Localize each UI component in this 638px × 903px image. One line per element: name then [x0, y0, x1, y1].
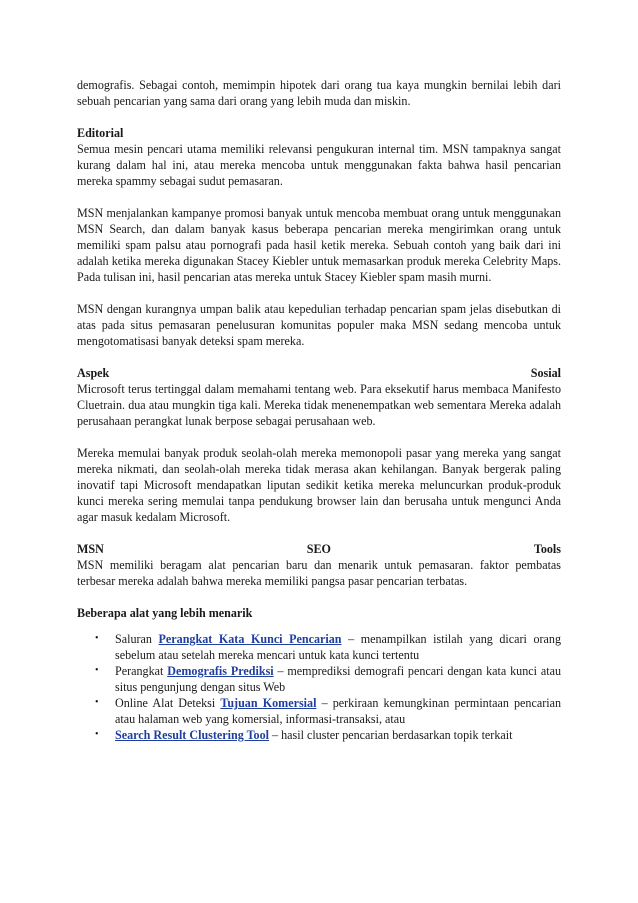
paragraph-social-2: Mereka memulai banyak produk seolah-olah mereka memonopoli pasar yang mereka yang sangat mereka nikmati, dan seolah-olah mereka tidak merasa akan kehilangan. Banyak bergerak paling inovatif tapi Microsoft mendapatkan liputan sedikit ketika mereka meluncurkan produk-produk kunci mereka sering memulai tanpa pendukung browser lain dan berusaha untuk mengunci Anda agar masuk kedalam Microsoft. [77, 446, 561, 524]
heading-social-right: Sosial [530, 366, 561, 380]
list-item-prefix: Saluran [115, 632, 159, 646]
paragraph-editorial-2: MSN menjalankan kampanye promosi banyak untuk mencoba membuat orang untuk menggunakan MSN Search, dan dalam banyak kasus beberapa pencarian mereka mengirimkan orang untuk memiliki spam palsu atau pornografi pada hasil ketik mereka. Sebuah contoh yang baik dari ini adalah ketika mereka digunakan Stacey Kiebler untuk memasarkan produk mereka Celebrity Maps. Pada tulisan ini, hasil pencarian atas mereka untuk Stacey Kiebler spam masih murni. [77, 206, 561, 284]
heading-social-left: Aspek [77, 366, 110, 380]
bullet-icon: • [95, 665, 99, 676]
paragraph-seo-1: MSN memiliki beragam alat pencarian baru dan menarik untuk pemasaran. faktor pembatas terbesar mereka adalah bahwa mereka memiliki pangsa pasar pencarian terbatas. [77, 558, 561, 588]
list-item-prefix: Online Alat Deteksi [115, 696, 221, 710]
list-item-suffix: – memprediksi demografi pencari dengan kata kunci atau situs pengunjung dengan situs Web [115, 664, 561, 694]
bullet-icon: • [95, 697, 99, 708]
list-item [95, 631, 562, 663]
heading-social [77, 365, 561, 381]
heading-seo-left: MSN [77, 542, 104, 556]
heading-seo-right: Tools [533, 542, 561, 556]
paragraph-editorial-3: MSN dengan kurangnya umpan balik atau kepedulian terhadap pencarian spam jelas disebutkan di atas pada situs pemasaran penelusuran komunitas populer maka MSN sedang mencoba untuk mengotomatisasi banyak deteksi spam mereka. [77, 302, 561, 348]
paragraph-editorial-1: Semua mesin pencari utama memiliki relevansi pengukuran internal tim. MSN tampaknya sangat kurang dalam hal ini, atau mereka mencoba untuk menggunakan fakta bahwa hasil pencarian mereka spammy sebagai sudut pemasaran. [77, 142, 561, 188]
heading-seo-mid: SEO [306, 542, 331, 556]
section-tools [77, 605, 561, 743]
link-perangkat-kata-kunci[interactable]: Perangkat Kata Kunci Pencarian [158, 632, 342, 646]
link-tujuan-komersial[interactable]: Tujuan Komersial [220, 696, 317, 710]
list-item-suffix: – perkiraan kemungkinan permintaan pencarian atau halaman web yang komersial, informasi-transaksi, atau [115, 696, 561, 726]
heading-seo-tools [77, 541, 561, 557]
section-seo-tools [77, 541, 561, 589]
list-item-prefix: Perangkat [115, 664, 168, 678]
heading-editorial: Editorial [77, 126, 124, 140]
list-item [95, 695, 561, 727]
heading-tools: Beberapa alat yang lebih menarik [77, 606, 253, 620]
list-item-suffix: – hasil cluster pencarian berdasarkan topik terkait [269, 728, 513, 742]
link-demografis-prediksi[interactable]: Demografis Prediksi [167, 664, 274, 678]
bullet-icon: • [95, 729, 99, 740]
list-item [95, 663, 561, 695]
paragraph-social-1: Microsoft terus tertinggal dalam memahami tentang web. Para eksekutif harus membaca Manifesto Cluetrain. dua atau mungkin tiga kali. Mereka tidak menenempatkan web sementara Mereka adalah perusahaan perangkat lunak berpose sebagai perusahaan web. [77, 382, 561, 428]
tools-list [77, 631, 561, 743]
bullet-icon: • [95, 633, 99, 644]
section-social [77, 365, 561, 525]
section-editorial [77, 125, 561, 349]
paragraph-intro: demografis. Sebagai contoh, memimpin hipotek dari orang tua kaya mungkin bernilai lebih dari sebuah pencarian yang sama dari orang yang lebih muda dan miskin. [77, 78, 561, 108]
list-item [95, 727, 561, 743]
link-search-result-clustering[interactable]: Search Result Clustering Tool [115, 728, 269, 742]
list-item-suffix: – menampilkan istilah yang dicari orang sebelum atau setelah mereka mencari untuk kata kunci tertentu [115, 632, 562, 662]
